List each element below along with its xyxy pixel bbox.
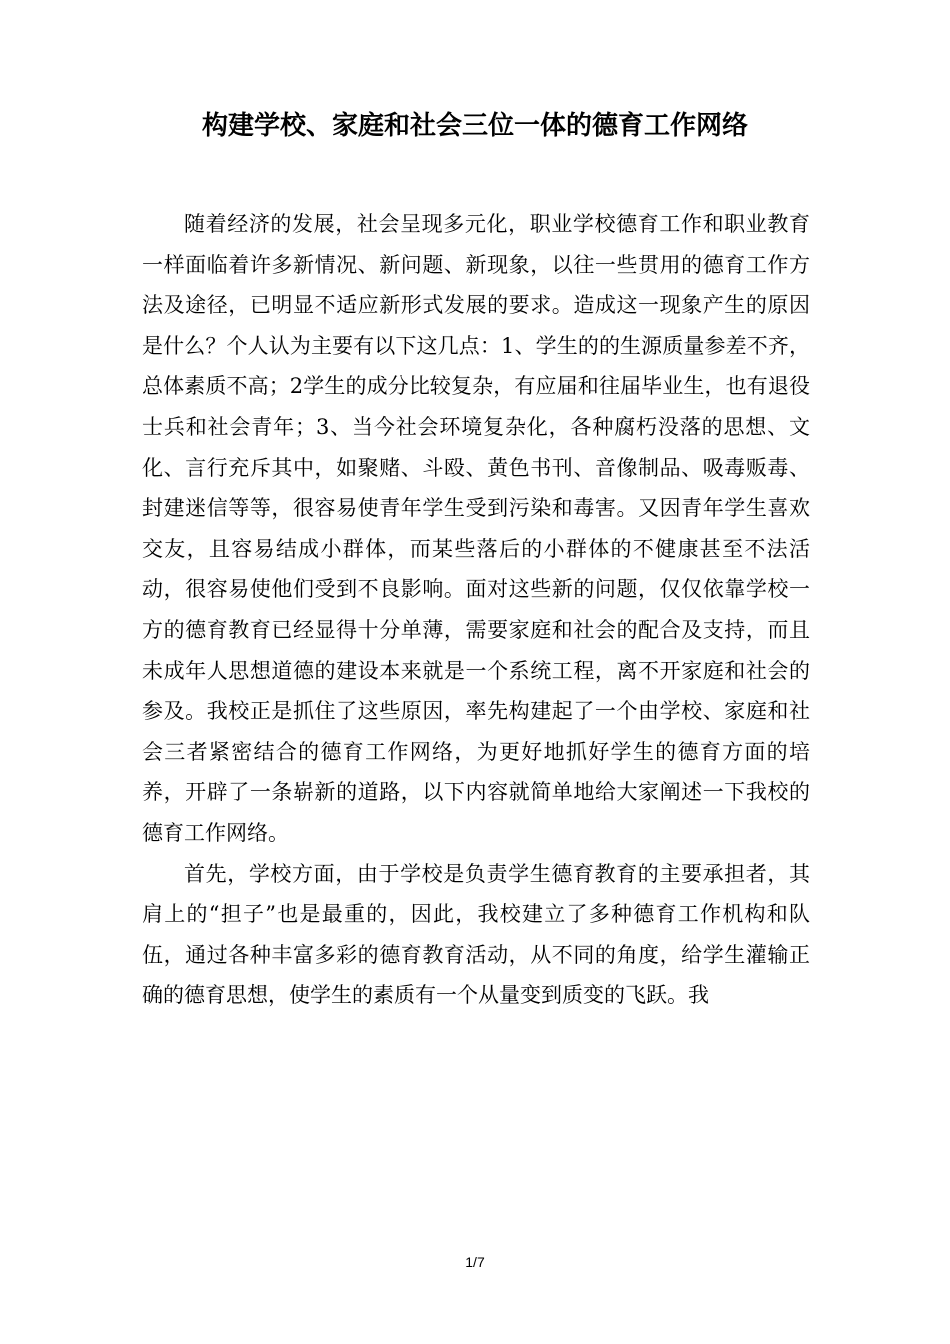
document-title: 构建学校、家庭和社会三位一体的德育工作网络: [201, 111, 748, 141]
document-body: [142, 204, 810, 1016]
paragraph-2: 首先，学校方面，由于学校是负责学生德育教育的主要承担者，其肩上的“担子”也是最重的，因此，我校建立了多种德育工作机构和队伍，通过各种丰富多彩的德育教育活动，从不同的角度，给学生灌输正确的德育思想，使学生的素质有一个从量变到质变的飞跃。我: [142, 861, 810, 1008]
paragraph-1: 随着经济的发展，社会呈现多元化，职业学校德育工作和职业教育一样面临着许多新情况、新问题、新现象，以往一些贯用的德育工作方法及途径，已明显不适应新形式发展的要求。造成这一现象产生的原因是什么？个人认为主要有以下这几点：1、学生的的生源质量参差不齐，总体素质不高；2学生的成分比较复杂，有应届和往届毕业生，也有退役士兵和社会青年；3、当今社会环境复杂化，各种腐朽没落的思想、文化、言行充斥其中，如聚赌、斗殴、黄色书刊、音像制品、吸毒贩毒、封建迷信等等，很容易使青年学生受到污染和毒害。又因青年学生喜欢交友，且容易结成小群体，而某些落后的小群体的不健康甚至不法活动，很容易使他们受到不良影响。面对这些新的问题，仅仅依靠学校一方的德育教育已经显得十分单薄，需要家庭和社会的配合及支持，而且未成年人思想道德的建设本来就是一个系统工程，离不开家庭和社会的参及。我校正是抓住了这些原因，率先构建起了一个由学校、家庭和社会三者紧密结合的德育工作网络，为更好地抓好学生的德育方面的培养，开辟了一条崭新的道路，以下内容就简单地给大家阐述一下我校的德育工作网络。: [142, 212, 810, 845]
page-number: 1/7: [465, 1254, 485, 1270]
